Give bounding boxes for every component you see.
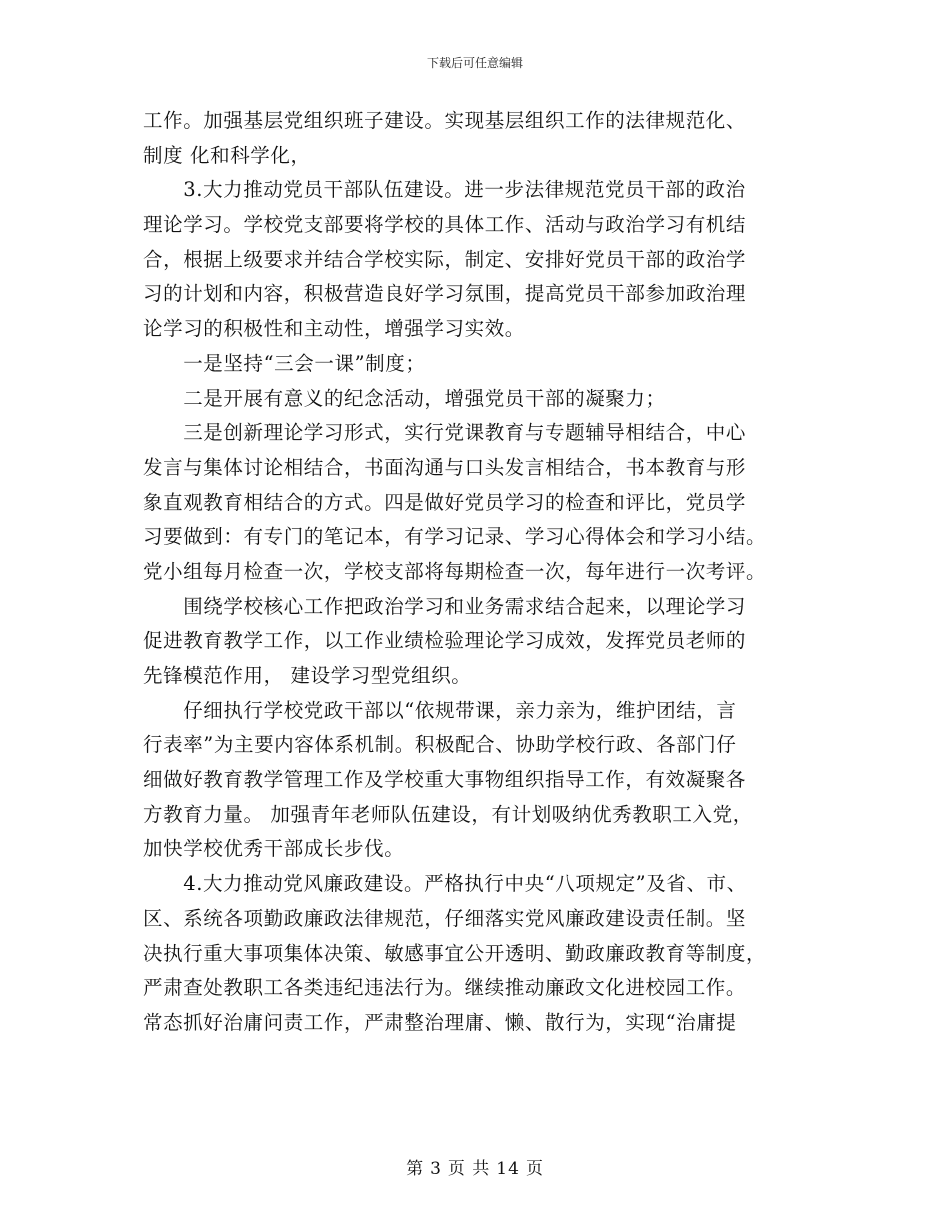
text-line: 决执行重大事项集体决策、敏感事宜公开透明、勤政廉政教育等制度， [143,941,767,965]
text-line: 方教育力量。 加强青年老师队伍建设，有计划吸纳优秀教职工入党， [143,802,753,826]
current-page-number: 3 [430,1159,442,1179]
text-line: 制度 化和科学化， [143,143,311,167]
text-line: 行表率”为主要内容体系机制。积极配合、协助学校行政、各部门仔 [143,733,737,757]
text-line: 理论学习。学校党支部要将学校的具体工作、活动与政治学习有机结 [143,213,747,237]
text-line: 3.大力推动党员干部队伍建设。进一步法律规范党员干部的政治 [143,178,746,202]
text-line: 仔细执行学校党政干部以“依规带课，亲力亲为，维护团结，言 [143,698,737,722]
text-line: 加快学校优秀干部成长步伐。 [143,837,405,861]
text-line: 围绕学校核心工作把政治学习和业务需求结合起来，以理论学习 [143,594,747,618]
text-line: 工作。加强基层党组织班子建设。实现基层组织工作的法律规范化、 [143,109,747,132]
text-line: 一是坚持“三会一课”制度； [143,351,426,375]
footer-middle: 页 共 [447,1159,491,1179]
footer-prefix: 第 [406,1159,425,1179]
footer-suffix: 页 [525,1159,544,1179]
page-header: 下载后可任意编辑 [426,56,523,70]
page-footer [0,1154,950,1179]
text-line: 常态抓好治庸问责工作，严肃整治理庸、懒、散行为，实现“治庸提 [143,1010,737,1034]
text-line: 习的计划和内容，积极营造良好学习氛围，提高党员干部参加政治理 [143,282,747,306]
text-line: 严肃查处教职工各类违纪违法行为。继续推动廉政文化进校园工作。 [143,976,747,1000]
text-line: 促进教育教学工作，以工作业绩检验理论学习成效，发挥党员老师的 [143,629,747,653]
text-line: 论学习的积极性和主动性，增强学习实效。 [143,317,525,341]
text-line: 三是创新理论学习形式，实行党课教育与专题辅导相结合，中心 [143,421,747,445]
text-line: 4.大力推动党风廉政建设。严格执行中央“八项规定”及省、市、 [143,872,747,896]
text-line: 习要做到：有专门的笔记本，有学习记录、学习心得体会和学习小结。 [143,525,767,549]
text-line: 区、系统各项勤政廉政法律规范，仔细落实党风廉政建设责任制。坚 [143,906,747,930]
text-line: 二是开展有意义的纪念活动，增强党员干部的凝聚力； [143,386,666,410]
text-line: 先锋模范作用， 建设学习型党组织。 [143,664,472,687]
text-line: 党小组每月检查一次，学校支部将每期检查一次，每年进行一次考评。 [143,559,767,583]
text-line: 象直观教育相结合的方式。四是做好党员学习的检查和评比，党员学 [143,490,747,514]
text-line: 发言与集体讨论相结合，书面沟通与口头发言相结合，书本教育与形 [143,455,747,479]
text-line: 合，根据上级要求并结合学校实际，制定、安排好党员干部的政治学 [143,247,747,271]
text-line: 细做好教育教学管理工作及学校重大事物组织指导工作，有效凝聚各 [143,768,747,792]
document-body [143,104,803,1041]
total-pages-number: 14 [496,1159,520,1179]
